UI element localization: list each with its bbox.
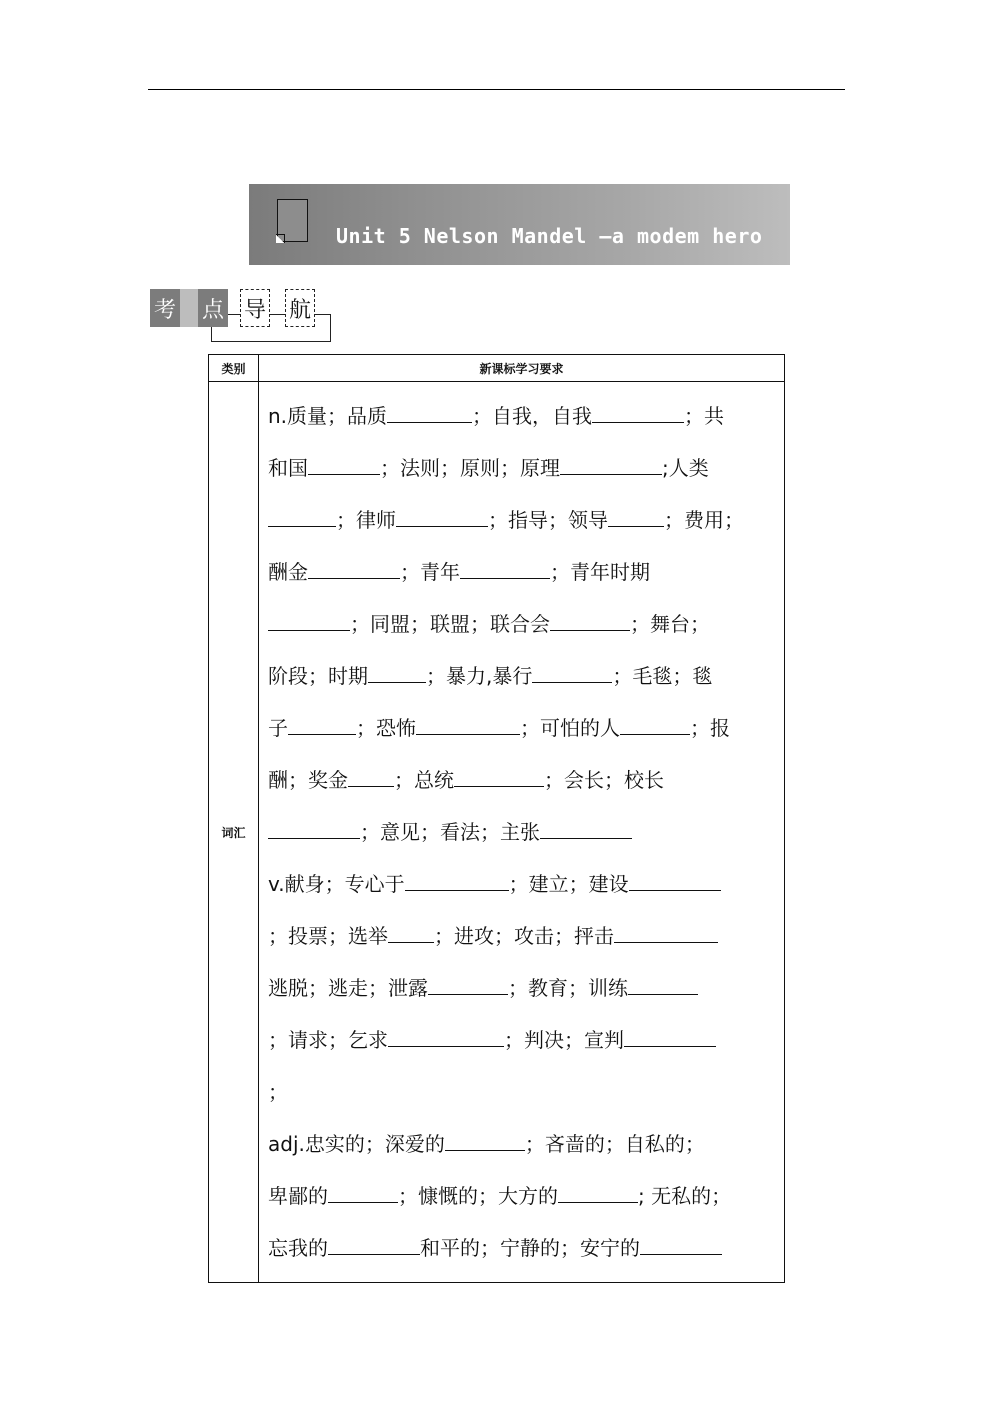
vocab-text: ；报 (690, 716, 730, 740)
vocab-line (268, 390, 776, 442)
connector-line (330, 314, 331, 341)
vocab-line (268, 702, 776, 754)
vocab-text: ；自我，自我 (472, 404, 593, 428)
vocab-text: ；请求；乞求 (268, 1028, 388, 1052)
vocab-text: 卑鄙的 (268, 1184, 328, 1208)
fill-in-blank[interactable] (396, 504, 488, 527)
fill-in-blank[interactable] (592, 400, 684, 423)
vocab-text: 和国 (268, 456, 308, 480)
vocab-text: ；吝啬的；自私的； (524, 1132, 705, 1156)
vocab-text: ； (268, 1080, 288, 1104)
connector-line (315, 314, 330, 315)
fill-in-blank[interactable] (614, 920, 718, 943)
vocab-text: ；建立；建设 (508, 872, 629, 896)
header-requirements: 新课标学习要求 (259, 355, 785, 382)
fill-in-blank[interactable] (560, 452, 662, 475)
vocabulary-requirements (259, 382, 785, 1283)
vocab-line (268, 546, 776, 598)
section-label-divider (180, 289, 198, 327)
vocab-line (268, 650, 776, 702)
fill-in-blank[interactable] (558, 1180, 638, 1203)
section-char-2: 点 (198, 289, 228, 327)
vocab-text: 忘我的 (268, 1236, 328, 1260)
unit-title: Unit 5 Nelson Mandel —a modem hero (336, 224, 763, 248)
vocab-line (268, 1066, 776, 1118)
fill-in-blank[interactable] (405, 868, 509, 891)
category-cell: 词汇 (209, 382, 259, 1283)
fill-in-blank[interactable] (532, 660, 612, 683)
vocab-text: ；指导；领导 (488, 508, 608, 532)
fill-in-blank[interactable] (388, 1024, 504, 1047)
vocab-text: ；慷慨的；大方的 (398, 1184, 558, 1208)
vocab-text: 和平的；宁静的；安宁的 (420, 1236, 640, 1260)
vocab-text: ；意见；看法；主张 (360, 820, 540, 844)
vocab-line (268, 1170, 776, 1222)
fill-in-blank[interactable] (550, 608, 630, 631)
fill-in-blank[interactable] (640, 1232, 722, 1255)
vocab-line (268, 1222, 776, 1274)
vocab-text: ；教育；训练 (508, 976, 628, 1000)
fill-in-blank[interactable] (445, 1128, 525, 1151)
vocab-line (268, 962, 776, 1014)
vocab-line (268, 806, 776, 858)
fill-in-blank[interactable] (416, 712, 520, 735)
connector-line (211, 341, 331, 342)
requirements-table (208, 354, 785, 1283)
section-char-4: 航 (285, 289, 315, 327)
fill-in-blank[interactable] (308, 556, 400, 579)
vocab-line (268, 1014, 776, 1066)
fill-in-blank[interactable] (268, 504, 336, 527)
vocab-text: ；青年 (400, 560, 460, 584)
vocab-text: 逃脱；逃走；泄露 (268, 976, 428, 1000)
table-header-row (209, 355, 785, 382)
fill-in-blank[interactable] (454, 764, 544, 787)
vocab-text: ;人类 (662, 456, 709, 480)
document-icon (277, 199, 308, 242)
vocab-text: 酬金 (268, 560, 308, 584)
vocab-text: 子 (268, 716, 288, 740)
vocab-text: ；判决；宣判 (504, 1028, 624, 1052)
fill-in-blank[interactable] (348, 764, 394, 787)
vocab-line (268, 442, 776, 494)
vocab-text: 阶段；时期 (268, 664, 368, 688)
connector-line (211, 327, 212, 341)
connector-line (228, 314, 240, 315)
vocab-line (268, 910, 776, 962)
header-rule (148, 89, 845, 90)
vocab-text: ；费用； (664, 508, 744, 532)
unit-title-banner (249, 184, 790, 265)
vocab-text: ；可怕的人 (520, 716, 620, 740)
vocab-text: ；毛毯；毯 (612, 664, 713, 688)
fill-in-blank[interactable] (428, 972, 508, 995)
fill-in-blank[interactable] (628, 972, 698, 995)
fill-in-blank[interactable] (288, 712, 356, 735)
vocab-text: ；总统 (394, 768, 454, 792)
vocab-line (268, 494, 776, 546)
fill-in-blank[interactable] (624, 1024, 716, 1047)
vocab-text: ；共 (684, 404, 725, 428)
fill-in-blank[interactable] (308, 452, 380, 475)
fill-in-blank[interactable] (388, 920, 434, 943)
vocab-text: ; 无私的； (638, 1184, 732, 1208)
fill-in-blank[interactable] (328, 1180, 398, 1203)
fill-in-blank[interactable] (540, 816, 632, 839)
vocab-text: v.献身；专心于 (268, 872, 405, 896)
vocab-text: ；舞台； (630, 612, 710, 636)
connector-line (270, 314, 285, 315)
vocab-text: ；暴力,暴行 (426, 664, 533, 688)
vocab-text: ；法则；原则；原理 (380, 456, 560, 480)
vocab-text: n.质量；品质 (268, 404, 388, 428)
vocab-text: ；进攻；攻击；抨击 (434, 924, 614, 948)
fill-in-blank[interactable] (620, 712, 690, 735)
vocab-text: ；律师 (336, 508, 396, 532)
vocab-text: ；同盟；联盟；联合会 (350, 612, 550, 636)
fill-in-blank[interactable] (608, 504, 664, 527)
section-char-3: 导 (240, 289, 270, 327)
fill-in-blank[interactable] (328, 1232, 420, 1255)
fill-in-blank[interactable] (368, 660, 426, 683)
header-category: 类别 (209, 355, 259, 382)
fill-in-blank[interactable] (629, 868, 721, 891)
vocab-line (268, 754, 776, 806)
vocab-text: ；投票；选举 (268, 924, 388, 948)
vocab-text: 酬；奖金 (268, 768, 348, 792)
fill-in-blank[interactable] (268, 816, 360, 839)
section-char-1: 考 (150, 289, 180, 327)
fill-in-blank[interactable] (460, 556, 550, 579)
vocab-line (268, 598, 776, 650)
fill-in-blank[interactable] (387, 400, 472, 423)
vocab-text: adj.忠实的；深爱的 (268, 1132, 445, 1156)
vocab-text: ；会长；校长 (544, 768, 664, 792)
vocab-text: ；青年时期 (550, 560, 650, 584)
vocab-line (268, 1118, 776, 1170)
vocab-line (268, 858, 776, 910)
vocab-text: ；恐怖 (356, 716, 416, 740)
table-row (209, 382, 785, 1283)
section-label-kaodian-daohang (150, 289, 335, 344)
fill-in-blank[interactable] (268, 608, 350, 631)
